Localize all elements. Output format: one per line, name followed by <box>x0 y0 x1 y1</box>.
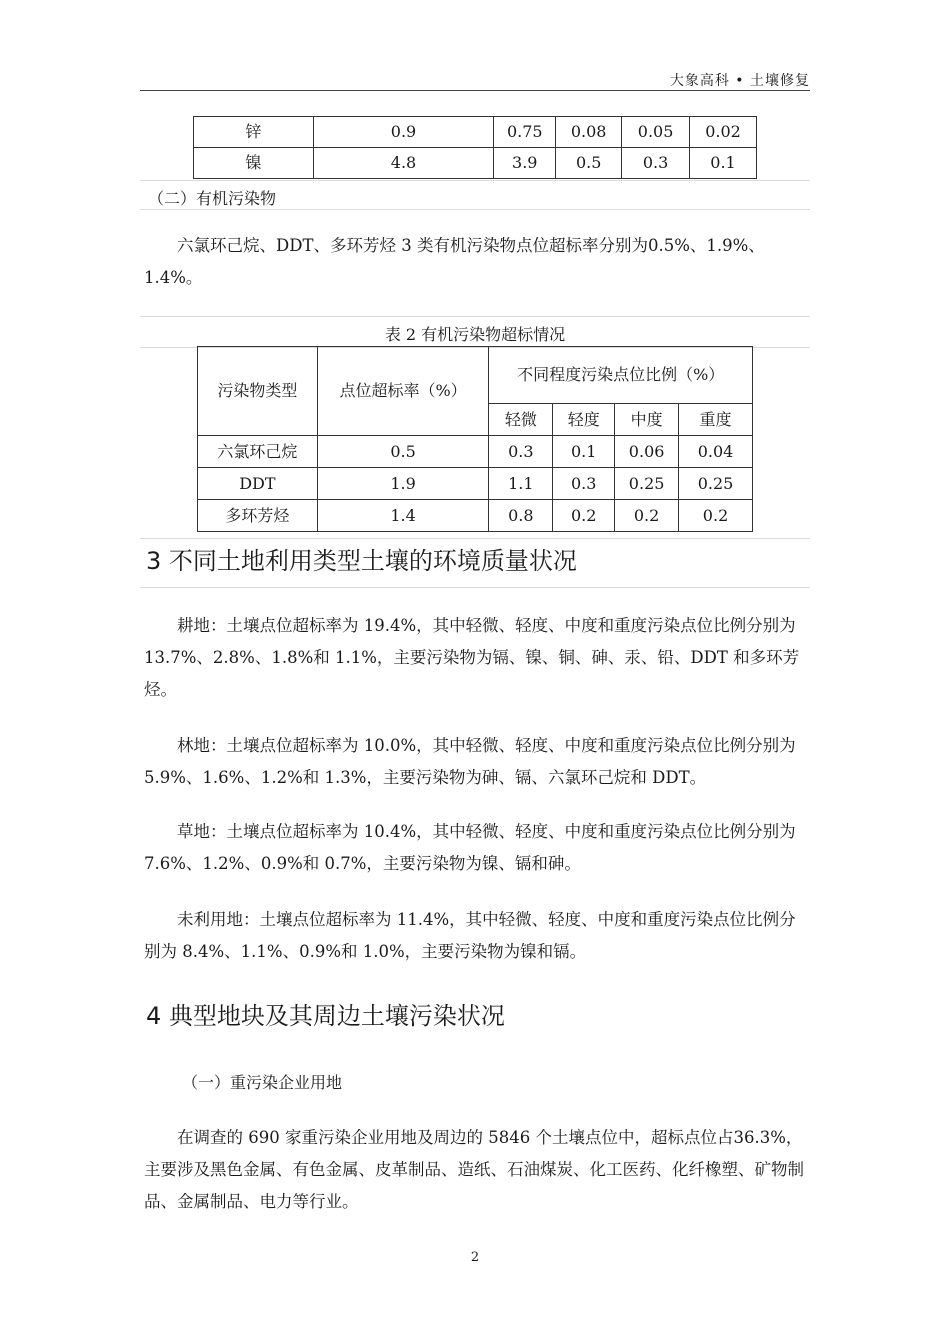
page-number: 2 <box>470 1250 480 1265</box>
table-cell: 0.3 <box>622 148 690 179</box>
subsection-title: （一）重污染企业用地 <box>182 1073 343 1092</box>
table-caption: 表 2 有机污染物超标情况 <box>384 325 566 344</box>
column-header: 点位超标率（%） <box>317 347 489 436</box>
table-row <box>194 148 757 179</box>
table-cell: 0.1 <box>690 148 757 179</box>
table-header-row <box>198 347 753 404</box>
table-row <box>198 436 753 468</box>
table-cell: 0.25 <box>615 468 679 500</box>
table-cell: 0.5 <box>317 436 489 468</box>
paragraph: 草地：土壤点位超标率为 10.4%，其中轻微、轻度、中度和重度污染点位比例分别为 7.6%、1.2%、0.9%和 0.7%，主要污染物为镍、镉和砷。 <box>144 822 796 873</box>
table-cell: 0.8 <box>489 500 553 532</box>
table-cell: 0.05 <box>622 117 690 148</box>
table-cell: 0.25 <box>679 468 753 500</box>
table-cell: 0.2 <box>553 500 615 532</box>
section-heading: 4 典型地块及其周边土壤污染状况 <box>146 1002 505 1030</box>
table-cell: 0.04 <box>679 436 753 468</box>
column-header: 污染物类型 <box>198 347 318 436</box>
section-heading: 3 不同土地利用类型土壤的环境质量状况 <box>146 547 577 575</box>
table-cell: 3.9 <box>494 148 556 179</box>
table-cell: 0.02 <box>690 117 757 148</box>
table-cell: 多环芳烃 <box>198 500 318 532</box>
column-header: 轻度 <box>553 404 615 436</box>
table-cell: 0.06 <box>615 436 679 468</box>
paragraph: 在调查的 690 家重污染企业用地及周边的 5846 个土壤点位中，超标点位占36.3%，主要涉及黑色金属、有色金属、皮革制品、造纸、石油煤炭、化工医药、化纤橡塑、矿物制品、金属制品、电力等行业。 <box>144 1128 804 1211</box>
table-cell: DDT <box>198 468 318 500</box>
table-row <box>198 500 753 532</box>
table-cell: 0.3 <box>489 436 553 468</box>
table-cell: 0.9 <box>313 117 494 148</box>
table-cell: 六氯环己烷 <box>198 436 318 468</box>
subsection-title: （二）有机污染物 <box>148 189 277 208</box>
table-row <box>194 117 757 148</box>
organic-pollutant-table <box>197 346 753 532</box>
table-cell: 0.2 <box>615 500 679 532</box>
column-header: 不同程度污染点位比例（%） <box>489 347 753 404</box>
paragraph: 未利用地：土壤点位超标率为 11.4%，其中轻微、轻度、中度和重度污染点位比例分别为 8.4%、1.1%、0.9%和 1.0%，主要污染物为镍和镉。 <box>144 910 796 961</box>
column-header: 中度 <box>615 404 679 436</box>
paragraph: 六氯环己烷、DDT、多环芳烃 3 类有机污染物点位超标率分别为0.5%、1.9%、1.4%。 <box>144 236 765 287</box>
table-cell: 1.4 <box>317 500 489 532</box>
table-cell: 1.1 <box>489 468 553 500</box>
table-cell: 4.8 <box>313 148 494 179</box>
table-cell: 锌 <box>194 117 314 148</box>
column-header: 轻微 <box>489 404 553 436</box>
header-rule <box>140 90 810 91</box>
table-row <box>198 468 753 500</box>
table-cell: 0.1 <box>553 436 615 468</box>
table-cell: 0.5 <box>556 148 622 179</box>
table-cell: 0.08 <box>556 117 622 148</box>
page-header: 大象高科 • 土壤修复 <box>669 73 810 89</box>
table-cell: 0.3 <box>553 468 615 500</box>
table-cell: 镍 <box>194 148 314 179</box>
paragraph: 林地：土壤点位超标率为 10.0%，其中轻微、轻度、中度和重度污染点位比例分别为 5.9%、1.6%、1.2%和 1.3%，主要污染物为砷、镉、六氯环己烷和 DDT。 <box>144 736 796 787</box>
paragraph: 耕地：土壤点位超标率为 19.4%，其中轻微、轻度、中度和重度污染点位比例分别为 13.7%、2.8%、1.8%和 1.1%，主要污染物为镉、镍、铜、砷、汞、铅、DDT 和多环芳烃。 <box>144 616 800 699</box>
table-cell: 0.2 <box>679 500 753 532</box>
column-header: 重度 <box>679 404 753 436</box>
table-cell: 1.9 <box>317 468 489 500</box>
table-cell: 0.75 <box>494 117 556 148</box>
heavy-metal-table <box>193 116 757 179</box>
